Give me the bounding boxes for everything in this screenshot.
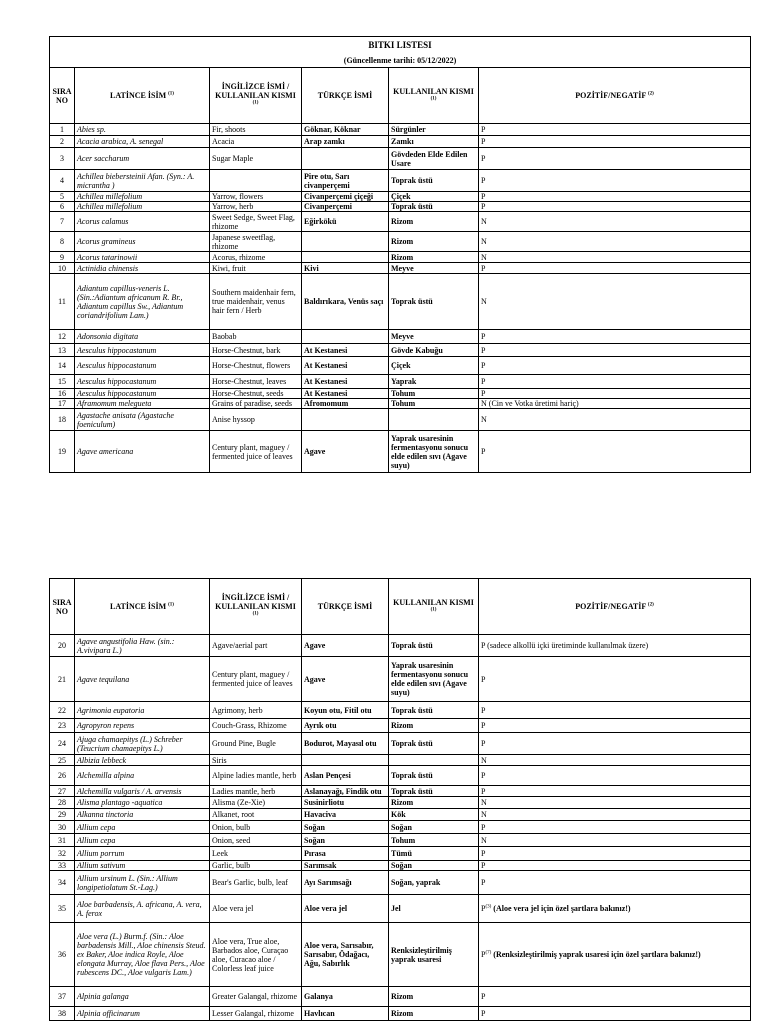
used-part-cell: Toprak üstü	[389, 733, 479, 755]
row-number: 5	[50, 192, 75, 202]
table-row	[50, 136, 751, 148]
row-number: 29	[50, 809, 75, 821]
turkish-name-cell: Afromomum	[302, 399, 389, 409]
used-part-cell	[389, 755, 479, 766]
latin-name-cell: Alkanna tinctoria	[75, 809, 210, 821]
english-name-cell: Anise hyssop	[210, 409, 302, 431]
col-header-latin: LATİNCE İSİM $^{(1)}$	[75, 68, 210, 124]
row-number: 28	[50, 797, 75, 809]
table-row	[50, 923, 751, 987]
latin-name-cell: Agave angustifolia Haw. (sin.: A.vivipara L.)	[75, 635, 210, 657]
english-name-cell: Yarrow, flowers	[210, 192, 302, 202]
row-number: 2	[50, 136, 75, 148]
table-row	[50, 657, 751, 702]
used-part-cell: Rizom	[389, 212, 479, 232]
status-cell: $P^{(3)}$ (Aloe vera jel için özel şartlara bakınız!)	[479, 895, 751, 923]
turkish-name-cell	[302, 330, 389, 344]
used-part-cell: Rizom	[389, 232, 479, 252]
row-number: 12	[50, 330, 75, 344]
row-number: 17	[50, 399, 75, 409]
status-cell: P	[479, 344, 751, 357]
turkish-name-cell: Civanperçemi çiçeği	[302, 192, 389, 202]
status-cell: P	[479, 431, 751, 473]
used-part-cell: Gövdeden Elde Edilen Usare	[389, 148, 479, 170]
table-row	[50, 232, 751, 252]
used-part-cell: Tümü	[389, 847, 479, 861]
row-number: 18	[50, 409, 75, 431]
table-row	[50, 797, 751, 809]
english-name-cell: Grains of paradise, seeds	[210, 399, 302, 409]
english-name-cell: Sweet Sedge, Sweet Flag, rhizome	[210, 212, 302, 232]
latin-name-cell: Allium porrum	[75, 847, 210, 861]
col-header-sira: SIRA NO	[50, 579, 75, 635]
row-number: 10	[50, 263, 75, 274]
turkish-name-cell: Agave	[302, 657, 389, 702]
used-part-cell: Yaprak usaresinin fermentasyonu sonucu elde edilen sıvı (Agave suyu)	[389, 657, 479, 702]
table-row	[50, 834, 751, 847]
status-cell: $P^{(7)}$ (Renksizleştirilmiş yaprak usaresi için özel şartlara bakınız!)	[479, 923, 751, 987]
latin-name-cell: Acorus tatarinowii	[75, 252, 210, 263]
english-name-cell: Southern maidenhair fern, true maidenhair, venus hair fern / Herb	[210, 274, 302, 330]
row-number: 32	[50, 847, 75, 861]
turkish-name-cell: Ayrık otu	[302, 719, 389, 733]
table-row	[50, 635, 751, 657]
latin-name-cell: Aloe vera (L.) Burm.f. (Sin.: Aloe barbadensis Mill., Aloe chinensis Steud. ex Baker, Aloe indica Royle, Aloe elongata Murray, Aloe flava Pers., Aloe rubescens DC., Aloe vulgaris Lam.)	[75, 923, 210, 987]
table-row	[50, 263, 751, 274]
english-name-cell: Alpine ladies mantle, herb	[210, 766, 302, 786]
english-name-cell: Lesser Galangal, rhizome	[210, 1007, 302, 1021]
col-header-sira: SIRA NO	[50, 68, 75, 124]
english-name-cell: Aloe vera jel	[210, 895, 302, 923]
turkish-name-cell: Agave	[302, 431, 389, 473]
latin-name-cell: Allium cepa	[75, 834, 210, 847]
table-row	[50, 399, 751, 409]
latin-name-cell: Aframomum melegueta	[75, 399, 210, 409]
latin-name-cell: Alchemilla vulgaris / A. arvensis	[75, 786, 210, 797]
turkish-name-cell: Agave	[302, 635, 389, 657]
turkish-name-cell: At Kestanesi	[302, 357, 389, 375]
status-cell: N	[479, 232, 751, 252]
row-number: 21	[50, 657, 75, 702]
status-cell: N	[479, 252, 751, 263]
english-name-cell: Ground Pine, Bugle	[210, 733, 302, 755]
english-name-cell: Horse-Chestnut, seeds	[210, 389, 302, 399]
latin-name-cell: Adonsonia digitata	[75, 330, 210, 344]
col-header-part: KULLANILAN KISMI $^{(1)}$	[389, 579, 479, 635]
table-row	[50, 861, 751, 871]
turkish-name-cell: Eğirkökü	[302, 212, 389, 232]
turkish-name-cell: Galanya	[302, 987, 389, 1007]
latin-name-cell: Agropyron repens	[75, 719, 210, 733]
col-header-latin: LATİNCE İSİM $^{(1)}$	[75, 579, 210, 635]
latin-name-cell: Abies sp.	[75, 124, 210, 136]
table-row	[50, 987, 751, 1007]
turkish-name-cell: Pırasa	[302, 847, 389, 861]
latin-name-cell: Actinidia chinensis	[75, 263, 210, 274]
status-cell: P	[479, 263, 751, 274]
used-part-cell: Tohum	[389, 834, 479, 847]
table-row	[50, 148, 751, 170]
latin-name-cell: Agrimonia eupatoria	[75, 702, 210, 719]
status-cell: P	[479, 821, 751, 834]
english-name-cell: Onion, bulb	[210, 821, 302, 834]
table-row	[50, 702, 751, 719]
col-header-english: İNGİLİZCE İSMİ / KULLANILAN KISMI $^{(1)}$	[210, 68, 302, 124]
used-part-cell: Renksizleştirilmiş yaprak usaresi	[389, 923, 479, 987]
used-part-cell: Toprak üstü	[389, 202, 479, 212]
status-cell: P	[479, 733, 751, 755]
turkish-name-cell: Civanperçemi	[302, 202, 389, 212]
used-part-cell: Rizom	[389, 719, 479, 733]
row-number: 26	[50, 766, 75, 786]
latin-name-cell: Acorus calamus	[75, 212, 210, 232]
used-part-cell: Toprak üstü	[389, 702, 479, 719]
table-row	[50, 357, 751, 375]
latin-name-cell: Alisma plantago -aquatica	[75, 797, 210, 809]
latin-name-cell: Agastache anisata (Agastache foeniculum)	[75, 409, 210, 431]
turkish-name-cell: Havlıcan	[302, 1007, 389, 1021]
table-row	[50, 821, 751, 834]
row-number: 8	[50, 232, 75, 252]
row-number: 33	[50, 861, 75, 871]
status-cell: P	[479, 657, 751, 702]
english-name-cell: Garlic, bulb	[210, 861, 302, 871]
table-row	[50, 124, 751, 136]
row-number: 4	[50, 170, 75, 192]
table-row	[50, 871, 751, 895]
col-header-english: İNGİLİZCE İSMİ / KULLANILAN KISMI $^{(1)}$	[210, 579, 302, 635]
turkish-name-cell: Soğan	[302, 821, 389, 834]
english-name-cell: Century plant, maguey / fermented juice of leaves	[210, 431, 302, 473]
used-part-cell: Meyve	[389, 263, 479, 274]
english-name-cell: Acacia	[210, 136, 302, 148]
used-part-cell: Soğan	[389, 861, 479, 871]
col-header-turkish: TÜRKÇE İSMİ	[302, 68, 389, 124]
table-row	[50, 431, 751, 473]
turkish-name-cell: Havaciva	[302, 809, 389, 821]
latin-name-cell: Agave americana	[75, 431, 210, 473]
list-update-date: (Güncellenme tarihi: 05/12/2022)	[50, 53, 751, 68]
row-number: 38	[50, 1007, 75, 1021]
turkish-name-cell	[302, 148, 389, 170]
turkish-name-cell: Soğan	[302, 834, 389, 847]
used-part-cell: Toprak üstü	[389, 786, 479, 797]
status-cell: P	[479, 170, 751, 192]
english-name-cell: Horse-Chestnut, leaves	[210, 375, 302, 389]
english-name-cell: Aloe vera, True aloe, Barbados aloe, Curaçao aloe, Curacao aloe / Colorless leaf juice	[210, 923, 302, 987]
status-cell: P	[479, 987, 751, 1007]
used-part-cell: Rizom	[389, 252, 479, 263]
used-part-cell: Toprak üstü	[389, 635, 479, 657]
used-part-cell: Çiçek	[389, 357, 479, 375]
plant-list-table-2	[49, 578, 751, 1021]
latin-name-cell: Aesculus hippocastanum	[75, 344, 210, 357]
status-cell: P	[479, 192, 751, 202]
row-number: 31	[50, 834, 75, 847]
col-header-part: KULLANILAN KISMI $^{(1)}$	[389, 68, 479, 124]
table-row	[50, 274, 751, 330]
used-part-cell: Çiçek	[389, 192, 479, 202]
row-number: 9	[50, 252, 75, 263]
col-header-turkish: TÜRKÇE İSMİ	[302, 579, 389, 635]
row-number: 20	[50, 635, 75, 657]
status-cell: P	[479, 389, 751, 399]
latin-name-cell: Allium sativum	[75, 861, 210, 871]
table-row	[50, 895, 751, 923]
latin-name-cell: Allium ursinum L. (Sin.: Allium longipetiolatum St.-Lag.)	[75, 871, 210, 895]
table-row	[50, 375, 751, 389]
table-row	[50, 212, 751, 232]
latin-name-cell: Aesculus hippocastanum	[75, 357, 210, 375]
latin-name-cell: Acorus gramineus	[75, 232, 210, 252]
english-name-cell: Acorus, rhizome	[210, 252, 302, 263]
status-cell: P	[479, 202, 751, 212]
row-number: 19	[50, 431, 75, 473]
english-name-cell: Yarrow, herb	[210, 202, 302, 212]
status-cell: P	[479, 1007, 751, 1021]
row-number: 11	[50, 274, 75, 330]
row-number: 14	[50, 357, 75, 375]
latin-name-cell: Adiantum capillus-veneris L. (Sin.:Adiantum africanum R. Br., Adiantum capillus Sw., Adiantum coriandrifolium Lam.)	[75, 274, 210, 330]
status-cell: P	[479, 148, 751, 170]
used-part-cell: Yaprak	[389, 375, 479, 389]
status-cell: P	[479, 847, 751, 861]
used-part-cell: Meyve	[389, 330, 479, 344]
used-part-cell: Rizom	[389, 797, 479, 809]
plant-list-table-1	[49, 36, 751, 473]
table-header-row	[50, 68, 751, 124]
turkish-name-cell: Aloe vera jel	[302, 895, 389, 923]
row-number: 15	[50, 375, 75, 389]
english-name-cell: Agave/aerial part	[210, 635, 302, 657]
status-cell: P	[479, 766, 751, 786]
used-part-cell: Toprak üstü	[389, 766, 479, 786]
used-part-cell: Gövde Kabuğu	[389, 344, 479, 357]
status-cell: N	[479, 809, 751, 821]
status-cell: N	[479, 212, 751, 232]
used-part-cell: Kök	[389, 809, 479, 821]
latin-name-cell: Acacia arabica, A. senegal	[75, 136, 210, 148]
used-part-cell: Toprak üstü	[389, 274, 479, 330]
turkish-name-cell: Koyun otu, Fitil otu	[302, 702, 389, 719]
row-number: 36	[50, 923, 75, 987]
status-cell: P	[479, 719, 751, 733]
turkish-name-cell: Aloe vera, Sarısabır, Sarısabır, Ödağacı, Ağu, Sabırlık	[302, 923, 389, 987]
row-number: 24	[50, 733, 75, 755]
status-cell: P (sadece alkollü içki üretiminde kullanılmak üzere)	[479, 635, 751, 657]
row-number: 30	[50, 821, 75, 834]
english-name-cell: Leek	[210, 847, 302, 861]
row-number: 25	[50, 755, 75, 766]
row-number: 23	[50, 719, 75, 733]
turkish-name-cell: Sarımsak	[302, 861, 389, 871]
row-number: 27	[50, 786, 75, 797]
used-part-cell: Tohum	[389, 389, 479, 399]
latin-name-cell: Albizia lebbeck	[75, 755, 210, 766]
english-name-cell: Greater Galangal, rhizome	[210, 987, 302, 1007]
turkish-name-cell	[302, 755, 389, 766]
used-part-cell: Yaprak usaresinin fermentasyonu sonucu elde edilen sıvı (Agave suyu)	[389, 431, 479, 473]
turkish-name-cell: Pire otu, Sarı civanperçemi	[302, 170, 389, 192]
turkish-name-cell: Ayı Sarımsağı	[302, 871, 389, 895]
col-header-status: POZİTİF/NEGATİF $^{(2)}$	[479, 579, 751, 635]
status-cell: N (Cin ve Votka üretimi hariç)	[479, 399, 751, 409]
status-cell: P	[479, 330, 751, 344]
status-cell: N	[479, 797, 751, 809]
latin-name-cell: Allium cepa	[75, 821, 210, 834]
english-name-cell: Agrimony, herb	[210, 702, 302, 719]
status-cell: P	[479, 357, 751, 375]
status-cell: N	[479, 834, 751, 847]
english-name-cell: Sugar Maple	[210, 148, 302, 170]
row-number: 34	[50, 871, 75, 895]
turkish-name-cell: Susinirliotu	[302, 797, 389, 809]
turkish-name-cell: At Kestanesi	[302, 375, 389, 389]
used-part-cell: Jel	[389, 895, 479, 923]
latin-name-cell: Aloe barbadensis, A. africana, A. vera, A. ferox	[75, 895, 210, 923]
latin-name-cell: Alchemilla alpina	[75, 766, 210, 786]
status-cell: P	[479, 786, 751, 797]
english-name-cell: Horse-Chestnut, flowers	[210, 357, 302, 375]
english-name-cell: Alisma (Ze-Xie)	[210, 797, 302, 809]
table-row	[50, 170, 751, 192]
latin-name-cell: Acer saccharum	[75, 148, 210, 170]
turkish-name-cell	[302, 409, 389, 431]
used-part-cell: Rizom	[389, 987, 479, 1007]
turkish-name-cell: Baldırıkara, Venüs saçı	[302, 274, 389, 330]
list-title: BITKI LISTESI	[50, 37, 751, 54]
turkish-name-cell	[302, 252, 389, 263]
english-name-cell: Alkanet, root	[210, 809, 302, 821]
table-row	[50, 786, 751, 797]
english-name-cell: Siris	[210, 755, 302, 766]
latin-name-cell: Alpinia officinarum	[75, 1007, 210, 1021]
turkish-name-cell	[302, 232, 389, 252]
english-name-cell: Horse-Chestnut, bark	[210, 344, 302, 357]
row-number: 7	[50, 212, 75, 232]
latin-name-cell: Ajuga chamaepitys (L.) Schreber (Teucrium chamaepitys L.)	[75, 733, 210, 755]
row-number: 1	[50, 124, 75, 136]
turkish-name-cell: Göknar, Köknar	[302, 124, 389, 136]
status-cell: P	[479, 375, 751, 389]
row-number: 37	[50, 987, 75, 1007]
english-name-cell	[210, 170, 302, 192]
table-header-row	[50, 579, 751, 635]
table-2-body	[50, 635, 751, 1021]
status-cell: N	[479, 409, 751, 431]
row-number: 6	[50, 202, 75, 212]
turkish-name-cell: Bodurot, Mayasıl otu	[302, 733, 389, 755]
status-cell: N	[479, 274, 751, 330]
turkish-name-cell: Arap zamkı	[302, 136, 389, 148]
latin-name-cell: Achillea millefolium	[75, 192, 210, 202]
table-1-body	[50, 124, 751, 473]
used-part-cell: Rizom	[389, 1007, 479, 1021]
latin-name-cell: Achillea biebersteinii Afan. (Syn.: A. micrantha )	[75, 170, 210, 192]
latin-name-cell: Alpinia galanga	[75, 987, 210, 1007]
english-name-cell: Century plant, maguey / fermented juice of leaves	[210, 657, 302, 702]
english-name-cell: Onion, seed	[210, 834, 302, 847]
status-cell: P	[479, 124, 751, 136]
english-name-cell: Ladies mantle, herb	[210, 786, 302, 797]
table-row	[50, 1007, 751, 1021]
status-cell: P	[479, 136, 751, 148]
english-name-cell: Baobab	[210, 330, 302, 344]
used-part-cell: Soğan, yaprak	[389, 871, 479, 895]
table-row	[50, 733, 751, 755]
table-row	[50, 192, 751, 202]
english-name-cell: Japanese sweetflag, rhizome	[210, 232, 302, 252]
table-row	[50, 344, 751, 357]
used-part-cell: Soğan	[389, 821, 479, 834]
table-row	[50, 847, 751, 861]
table-row	[50, 719, 751, 733]
latin-name-cell: Achillea millefolium	[75, 202, 210, 212]
used-part-cell	[389, 409, 479, 431]
row-number: 22	[50, 702, 75, 719]
row-number: 16	[50, 389, 75, 399]
turkish-name-cell: Aslanayağı, Findik otu	[302, 786, 389, 797]
used-part-cell: Zamkı	[389, 136, 479, 148]
latin-name-cell: Aesculus hippocastanum	[75, 389, 210, 399]
table-row	[50, 809, 751, 821]
latin-name-cell: Agave tequilana	[75, 657, 210, 702]
english-name-cell: Kiwi, fruit	[210, 263, 302, 274]
table-row	[50, 389, 751, 399]
english-name-cell: Bear's Garlic, bulb, leaf	[210, 871, 302, 895]
used-part-cell: Toprak üstü	[389, 170, 479, 192]
col-header-status: POZİTİF/NEGATİF $^{(2)}$	[479, 68, 751, 124]
turkish-name-cell: At Kestanesi	[302, 389, 389, 399]
table-row	[50, 409, 751, 431]
status-cell: P	[479, 871, 751, 895]
turkish-name-cell: Aslan Pençesi	[302, 766, 389, 786]
row-number: 35	[50, 895, 75, 923]
status-cell: P	[479, 702, 751, 719]
table-row	[50, 766, 751, 786]
status-cell: P	[479, 861, 751, 871]
table-row	[50, 755, 751, 766]
english-name-cell: Couch-Grass, Rhizome	[210, 719, 302, 733]
latin-name-cell: Aesculus hippocastanum	[75, 375, 210, 389]
table-row	[50, 252, 751, 263]
row-number: 3	[50, 148, 75, 170]
row-number: 13	[50, 344, 75, 357]
turkish-name-cell: At Kestanesi	[302, 344, 389, 357]
table-row	[50, 202, 751, 212]
turkish-name-cell: Kivi	[302, 263, 389, 274]
used-part-cell: Sürgünler	[389, 124, 479, 136]
used-part-cell: Tohum	[389, 399, 479, 409]
status-cell: N	[479, 755, 751, 766]
english-name-cell: Fir, shoots	[210, 124, 302, 136]
table-row	[50, 330, 751, 344]
